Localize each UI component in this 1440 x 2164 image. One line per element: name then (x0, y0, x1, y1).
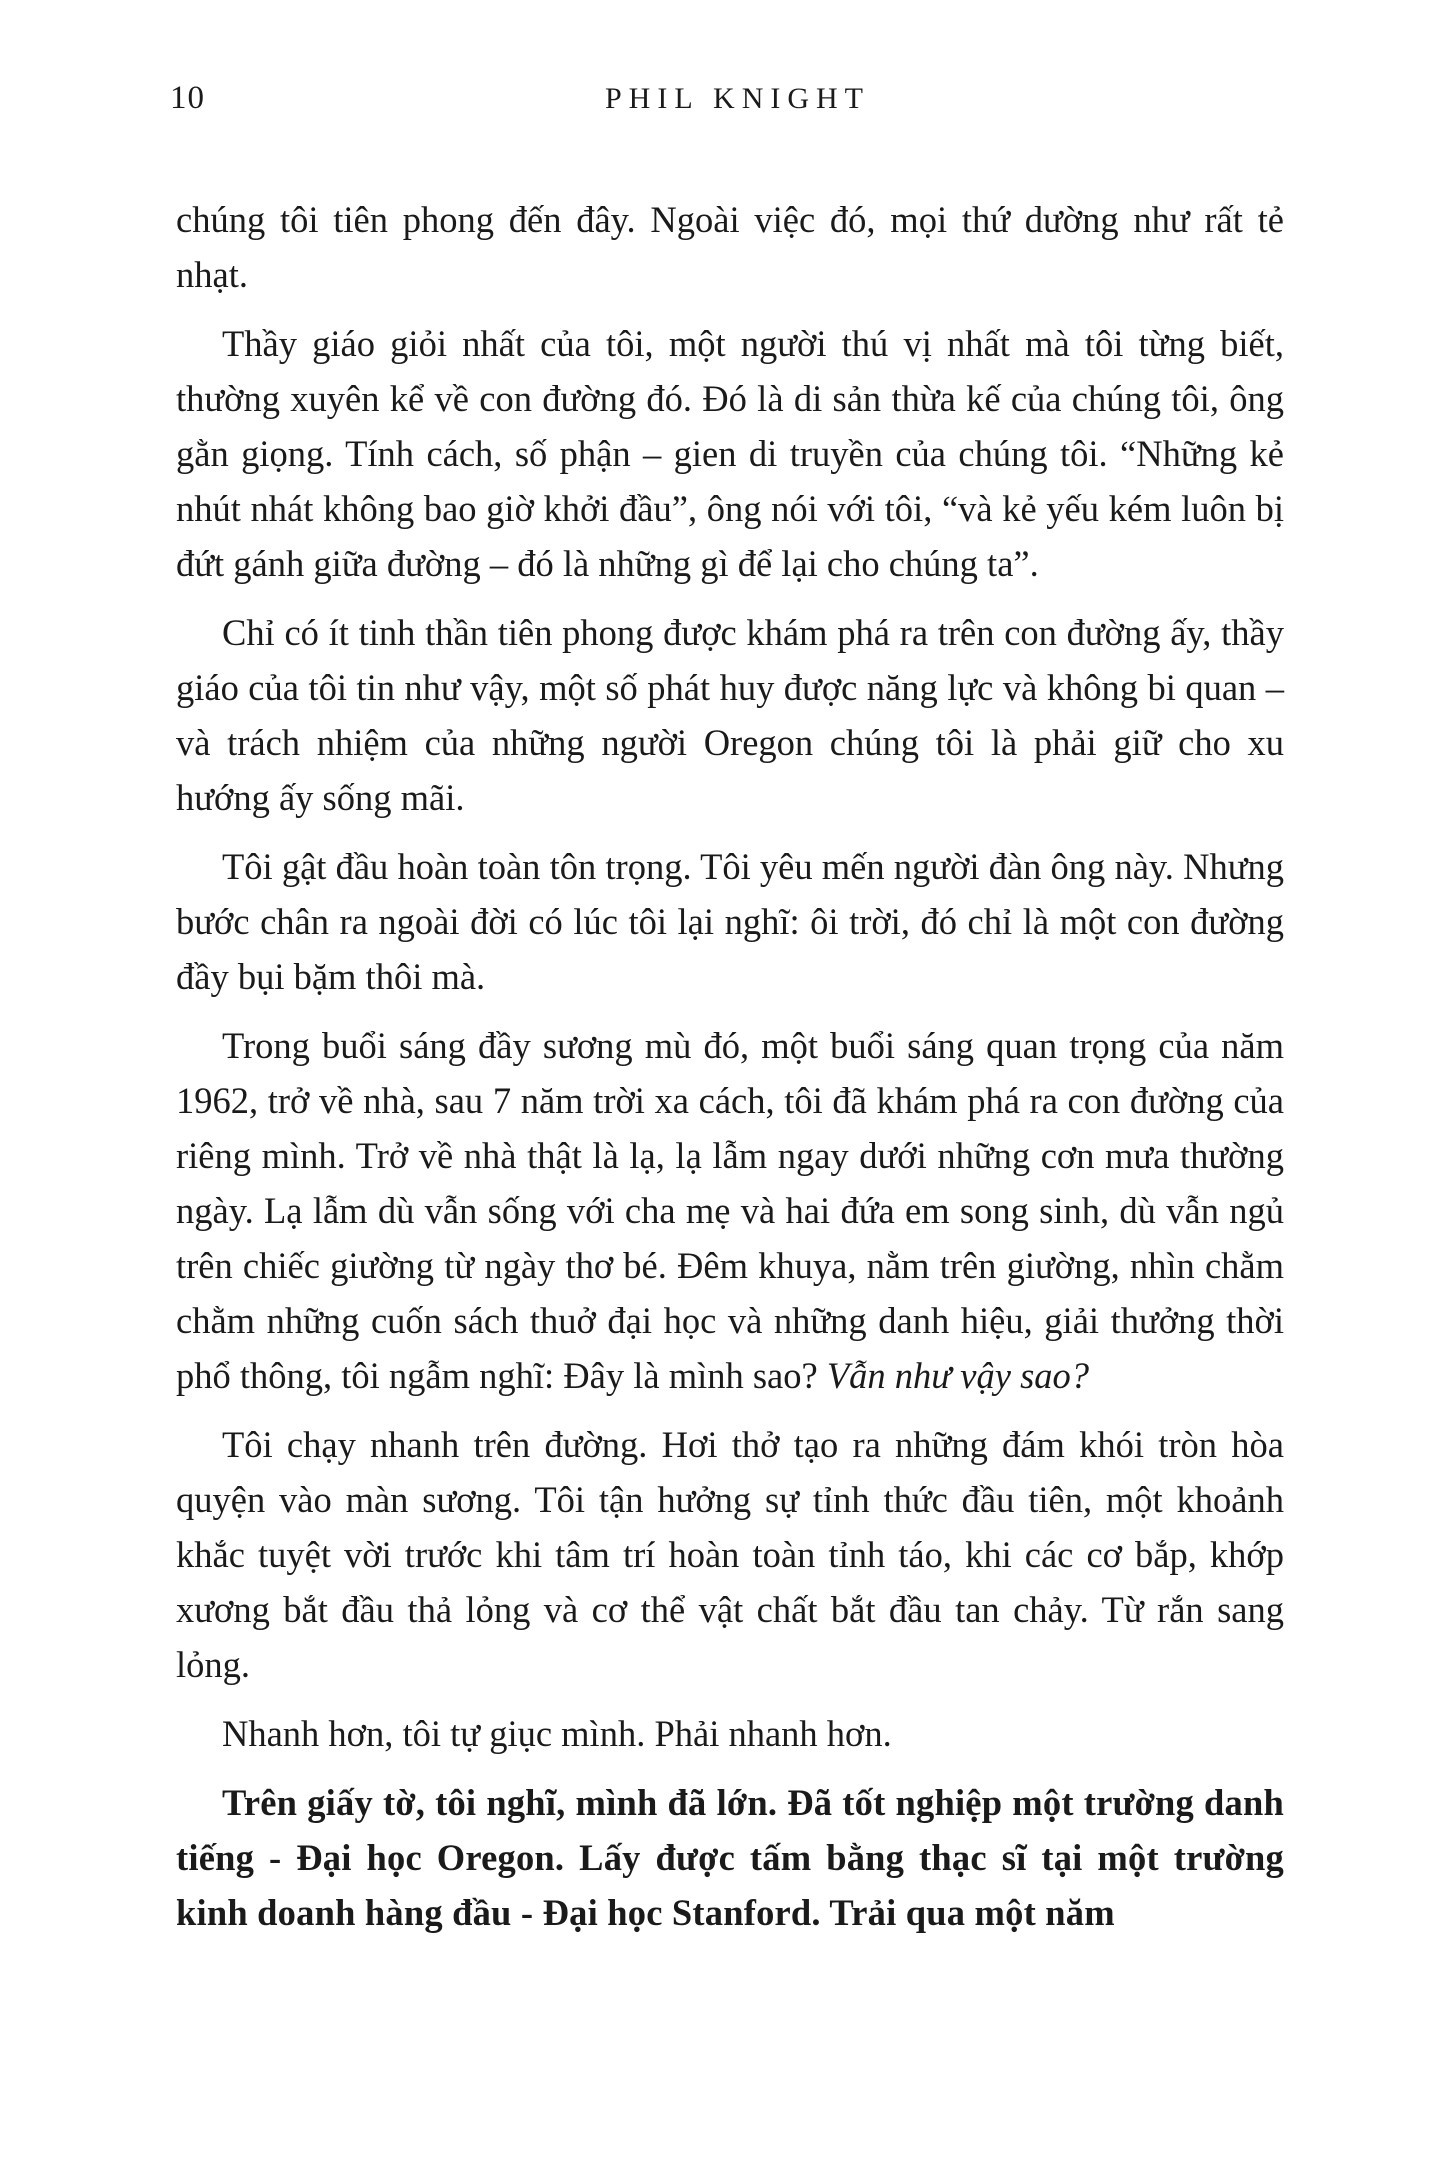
body-text (176, 192, 1284, 1954)
paragraph-5-italic: Vẫn như vậy sao? (826, 1355, 1090, 1396)
paragraph-7: Nhanh hơn, tôi tự giục mình. Phải nhanh hơn. (222, 1713, 892, 1754)
paragraph-3: Chỉ có ít tinh thần tiên phong được khám phá ra trên con đường ấy, thầy giáo của tôi tin như vậy, một số phát huy được năng lực và không bi quan – và trách nhiệm của những người Oregon chúng tôi là phải giữ cho xu hướng ấy sống mãi. (176, 612, 1284, 818)
paragraph-1: chúng tôi tiên phong đến đây. Ngoài việc đó, mọi thứ dường như rất tẻ nhạt. (176, 199, 1284, 295)
paragraph-2: Thầy giáo giỏi nhất của tôi, một người thú vị nhất mà tôi từng biết, thường xuyên kể về con đường đó. Đó là di sản thừa kế của chúng tôi, ông gằn giọng. Tính cách, số phận – gien di truyền của chúng tôi. “Những kẻ nhút nhát không bao giờ khởi đầu”, ông nói với tôi, “và kẻ yếu kém luôn bị đứt gánh giữa đường – đó là những gì để lại cho chúng ta”. (176, 323, 1284, 584)
paragraph-4: Tôi gật đầu hoàn toàn tôn trọng. Tôi yêu mến người đàn ông này. Nhưng bước chân ra ngoài đời có lúc tôi lại nghĩ: ôi trời, đó chỉ là một con đường đầy bụi bặm thôi mà. (176, 846, 1284, 997)
paragraph-8: Trên giấy tờ, tôi nghĩ, mình đã lớn. Đã tốt nghiệp một trường danh tiếng - Đại học Oregon. Lấy được tấm bằng thạc sĩ tại một trường kinh doanh hàng đầu - Đại học Stanford. Trải qua một năm (176, 1782, 1284, 1933)
paragraph-5 (176, 1018, 1284, 1403)
running-title: PHIL KNIGHT (604, 82, 871, 115)
running-header (170, 80, 1285, 120)
paragraph-6: Tôi chạy nhanh trên đường. Hơi thở tạo ra những đám khói tròn hòa quyện vào màn sương. Tôi tận hưởng sự tỉnh thức đầu tiên, một khoảnh khắc tuyệt vời trước khi tâm trí hoàn toàn tỉnh táo, khi các cơ bắp, khớp xương bắt đầu thả lỏng và cơ thể vật chất bắt đầu tan chảy. Từ rắn sang lỏng. (176, 1424, 1284, 1685)
paragraph-5-text: Trong buổi sáng đầy sương mù đó, một buổi sáng quan trọng của năm 1962, trở về nhà, sau 7 năm trời xa cách, tôi đã khám phá ra con đường của riêng mình. Trở về nhà thật là lạ, lạ lẫm ngay dưới những cơn mưa thường ngày. Lạ lẫm dù vẫn sống với cha mẹ và hai đứa em song sinh, dù vẫn ngủ trên chiếc giường từ ngày thơ bé. Đêm khuya, nằm trên giường, nhìn chằm chằm những cuốn sách thuở đại học và những danh hiệu, giải thưởng thời phổ thông, tôi ngẫm nghĩ: Đây là mình sao? (176, 1025, 1284, 1396)
page-number: 10 (170, 80, 205, 116)
